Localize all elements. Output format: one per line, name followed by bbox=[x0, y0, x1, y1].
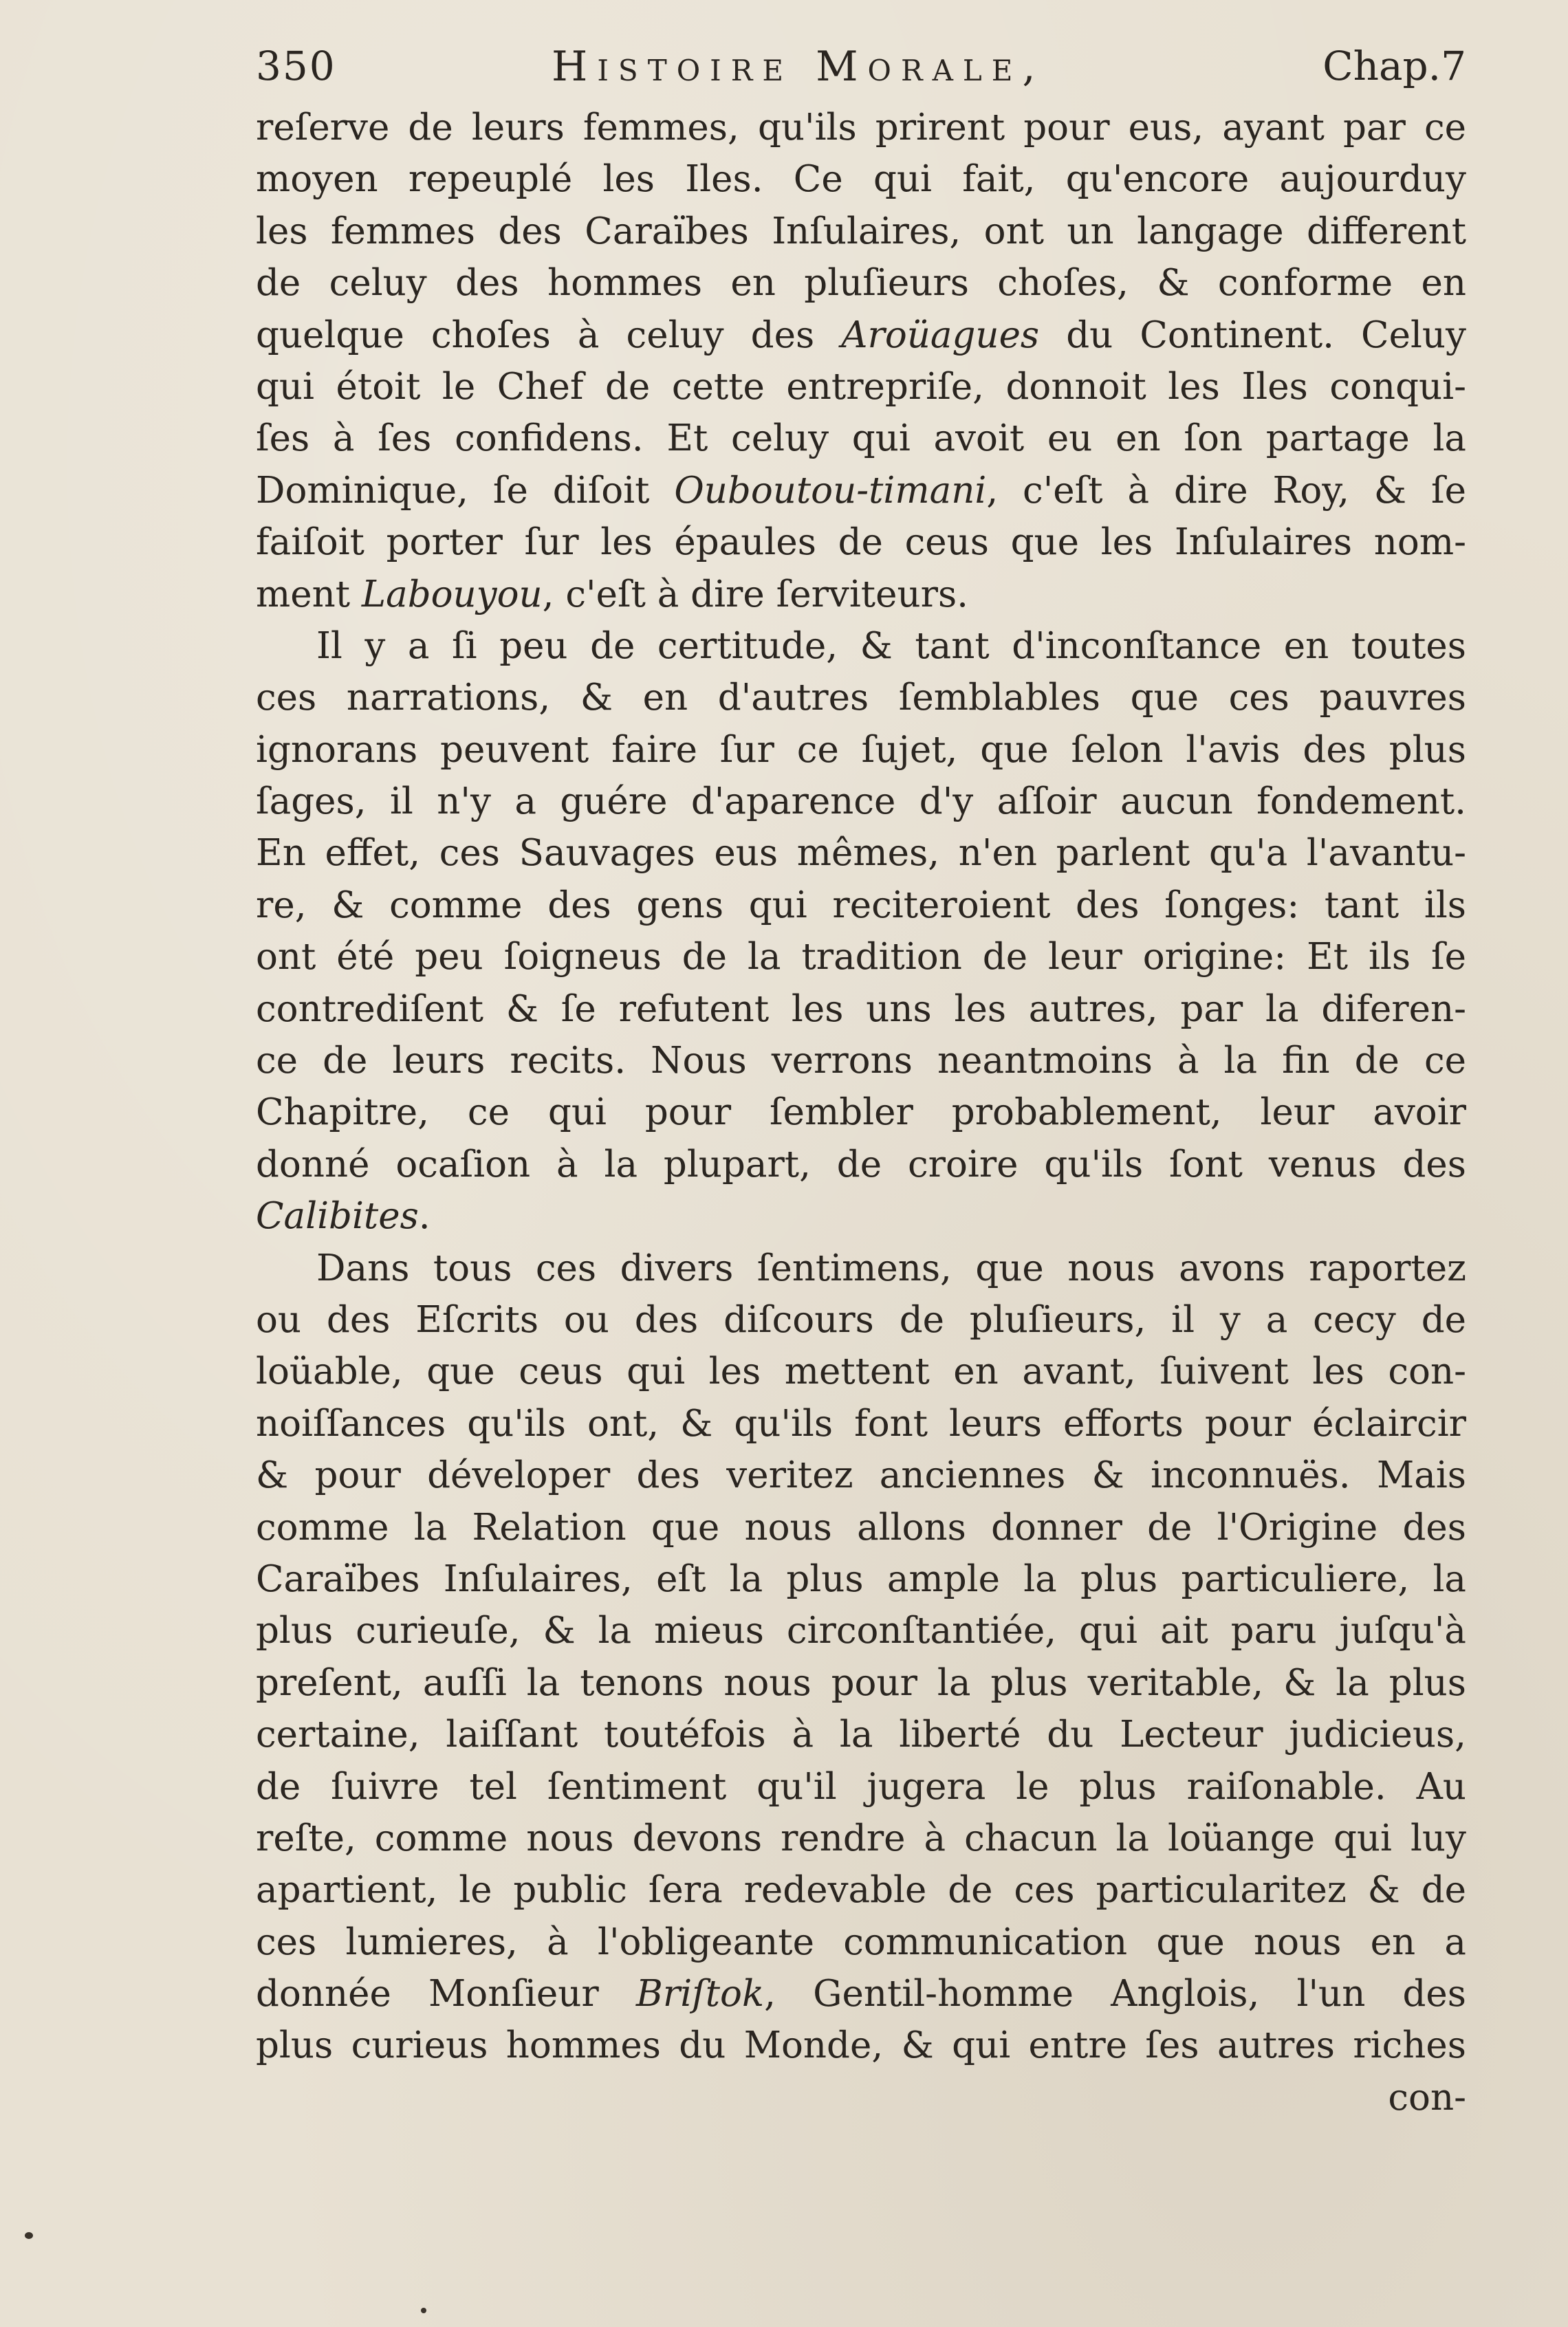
text-line: ce de leurs recits. Nous verrons neantmoins à la fin de ce bbox=[256, 1040, 1466, 1082]
text-line: ſages, il n'y a guére d'aparence d'y aſſoir aucun fondement. bbox=[256, 780, 1466, 823]
text-segment: Dominique, ſe diſoit bbox=[256, 469, 675, 512]
page-number: 350 bbox=[256, 43, 336, 89]
text-line: apartient, le public ſera redevable de ces particularitez & de bbox=[256, 1869, 1466, 1912]
text-line: Caraïbes Inſulaires, eſt la plus ample la plus particuliere, la bbox=[256, 1558, 1466, 1600]
text-line bbox=[256, 1190, 1466, 1242]
page-header bbox=[256, 43, 1466, 105]
text-line: Chapitre, ce qui pour ſembler probablement, leur avoir bbox=[256, 1091, 1466, 1134]
text-segment: donnée Monſieur bbox=[256, 1973, 636, 2015]
text-line: ſes à ſes confidens. Et celuy qui avoit eu en ſon partage la bbox=[256, 417, 1466, 460]
text-line: Il y a ſi peu de certitude, & tant d'inconſtance en toutes bbox=[316, 624, 1466, 667]
italic-term: Labouyou bbox=[361, 573, 543, 615]
text-segment: , c'eſt à dire ſerviteurs. bbox=[542, 573, 968, 615]
text-line bbox=[256, 569, 1466, 620]
text-line: contrediſent & ſe refutent les uns les autres, par la diferen- bbox=[256, 987, 1466, 1030]
text-line: loüable, que ceus qui les mettent en avant, ſuivent les con- bbox=[256, 1351, 1466, 1393]
text-line: ces lumieres, à l'obligeante communication que nous en a bbox=[256, 1921, 1466, 1963]
text-line bbox=[256, 309, 1466, 361]
text-segment: . bbox=[418, 1195, 431, 1238]
text-line: faiſoit porter ſur les épaules de ceus que les Inſulaires nom- bbox=[256, 521, 1466, 564]
text-segment: quelque choſes à celuy des bbox=[256, 314, 842, 356]
text-line: de ſuivre tel ſentiment qu'il jugera le plus raiſonable. Au bbox=[256, 1765, 1466, 1808]
text-line: con- bbox=[1388, 2076, 1466, 2119]
text-line bbox=[256, 465, 1466, 516]
text-line: ces narrations, & en d'autres ſemblables que ces pauvres bbox=[256, 677, 1466, 719]
text-line: & pour déveloper des veritez anciennes & inconnuës. Mais bbox=[256, 1454, 1466, 1497]
text-line: En effet, ces Sauvages eus mêmes, n'en parlent qu'a l'avantu- bbox=[256, 832, 1466, 875]
text-line: de celuy des hommes en pluſieurs choſes, & conforme en bbox=[256, 262, 1466, 305]
text-segment: , c'eſt à dire Roy, & ſe bbox=[986, 469, 1466, 512]
text-line: comme la Relation que nous allons donner de l'Origine des bbox=[256, 1506, 1466, 1549]
text-line: les femmes des Caraïbes Inſulaires, ont un langage different bbox=[256, 210, 1466, 252]
text-line bbox=[256, 1968, 1466, 2020]
text-segment: du Continent. Celuy bbox=[1039, 314, 1466, 356]
italic-term: Briſtok bbox=[635, 1973, 765, 2015]
italic-term: Ouboutou-timani bbox=[674, 469, 987, 512]
text-line: noiſſances qu'ils ont, & qu'ils font leurs efforts pour éclaircir bbox=[256, 1402, 1466, 1445]
text-line: moyen repeuplé les Iles. Ce qui fait, qu'encore aujourduy bbox=[256, 158, 1466, 201]
italic-term: Calibites bbox=[256, 1195, 419, 1238]
text-line: reſte, comme nous devons rendre à chacun la loüange qui luy bbox=[256, 1817, 1466, 1859]
text-line: plus curieuſe, & la mieus circonſtantiée, qui ait paru juſqu'à bbox=[256, 1610, 1466, 1652]
text-line: ou des Eſcrits ou des diſcours de pluſieurs, il y a cecy de bbox=[256, 1298, 1466, 1341]
chapter-label: Chap.7 bbox=[1322, 43, 1466, 89]
text-line: preſent, auſſi la tenons nous pour la plus veritable, & la plus bbox=[256, 1661, 1466, 1704]
text-line: ont été peu ſoigneus de la tradition de leur origine: Et ils ſe bbox=[256, 936, 1466, 979]
text-line: reſerve de leurs femmes, qu'ils prirent pour eus, ayant par ce bbox=[256, 107, 1466, 149]
text-segment: ment bbox=[256, 573, 362, 615]
text-line: certaine, laiſſant toutéfois à la liberté du Lecteur judicieus, bbox=[256, 1714, 1466, 1756]
text-line: Dans tous ces divers ſentimens, que nous avons raportez bbox=[316, 1247, 1466, 1289]
ink-speck bbox=[421, 2308, 426, 2313]
italic-term: Aroüagues bbox=[841, 314, 1040, 356]
ink-speck bbox=[25, 2232, 33, 2239]
text-line: qui étoit le Chef de cette entrepriſe, donnoit les Iles conqui- bbox=[256, 365, 1466, 408]
text-line: ignorans peuvent faire ſur ce ſujet, que ſelon l'avis des plus bbox=[256, 728, 1466, 771]
body-text bbox=[256, 102, 1466, 2123]
text-line: donné ocaſion à la plupart, de croire qu'ils ſont venus des bbox=[256, 1143, 1466, 1186]
text-line: plus curieus hommes du Monde, & qui entre ſes autres riches bbox=[256, 2024, 1466, 2067]
running-title: Histoire Morale, bbox=[552, 43, 1045, 91]
text-segment: , Gentil-homme Anglois, l'un des bbox=[764, 1973, 1466, 2015]
text-line: re, & comme des gens qui reciteroient des ſonges: tant ils bbox=[256, 884, 1466, 926]
